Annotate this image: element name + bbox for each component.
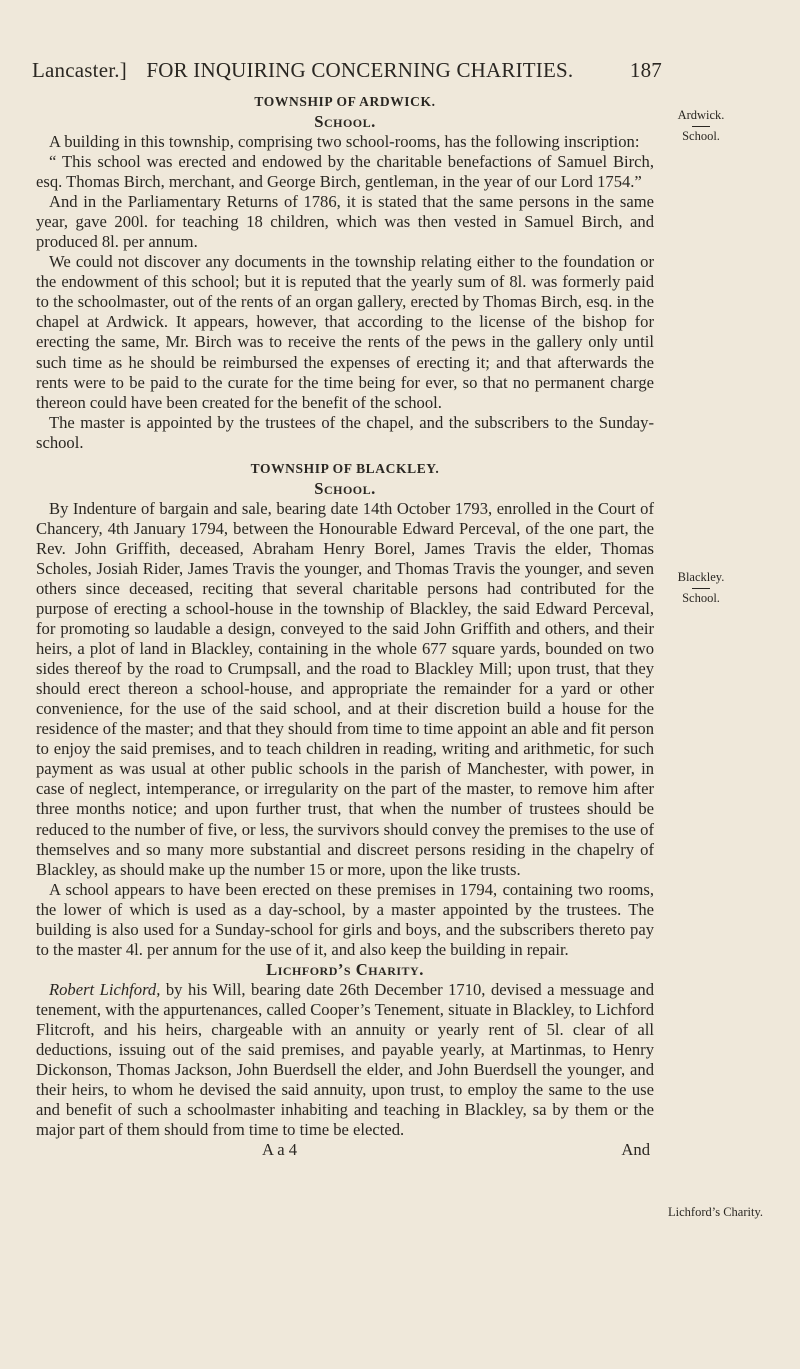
page-number: 187 (629, 58, 662, 82)
running-head-county: Lancaster.] (32, 58, 127, 82)
paragraph: By Indenture of bargain and sale, bearing date 14th October 1793, enrolled in the Court of Chancery, 4th January 1794, between the Honourable Edward Perceval, of the one part, the Rev. John Griffith, deceased, Abraham Henry Borel, James Travis the elder, Thomas Scholes, Josiah Rider, James Travis the younger, and Thomas Travis the younger, and seven others since deceased, reciting that several charitable persons had contributed for the purpose of erecting a school-house in the township of Blackley, the said Edward Perceval, for promoting so laudable a design, conveyed to the said John Griffith and others, and their heirs, a plot of land in Blackley, containing in the whole 677 square yards, bounded on two sides thereof by the road to Crumpsall, and the road to Blackley Mill; upon trust, that they should erect thereon a school-house, and appropriate the remainder for a yard or other convenience, for the use of the said school, and at their discretion build a house for the residence of the master; and that they should from time to time appoint an able and fit person to enjoy the said premises, and to teach children in reading, writing and arithmetic, for such payment as was usual at other public schools in the parish of Manchester, with power, in case of neglect, intemperance, or irregularity on the part of the master, to remove him after three months notice; and upon further trust, that when the number of trustees should be reduced to the number of five, or less, the survivors should convey the premises to the use of themselves and so many more substantial and discreet persons residing in the chapelry of Blackley, as should make up the number 15 or more, upon the like trusts. (36, 498, 654, 879)
running-head-title: FOR INQUIRING CONCERNING CHARITIES. (146, 58, 574, 82)
section-title: TOWNSHIP OF BLACKLEY. (250, 460, 440, 476)
margin-note-topic: Lichford’s Charity. (668, 1205, 764, 1219)
section-title: TOWNSHIP OF ARDWICK. (254, 94, 436, 109)
margin-note-topic: School. (682, 129, 720, 143)
paragraph: The master is appointed by the trustees of the chapel, and the subscribers to the Sunday-school. (36, 412, 654, 452)
paragraph: A building in this township, comprising two school-rooms, has the following inscription: (49, 132, 640, 151)
paragraph: “ This school was erected and endowed by the charitable benefactions of Samuel Birch, esq. Thomas Birch, merchant, and George Birch, gentleman, in the year of our Lord 1754.” (36, 152, 654, 192)
margin-note-ardwick (668, 108, 734, 144)
margin-note-place: Blackley. (677, 570, 725, 584)
paragraph-text: by his Will, bearing date 26th December 1710, devised a messuage and tenement, with the appurtenances, called Cooper’s Tenement, situate in Blackley, to Lichford Flitcroft, and his heirs, chargeable with an annuity or yearly rent of 5l. clear of all deductions, issuing out of the said premises, and payable yearly, at Martinmas, to Henry Dickonson, Thomas Jackson, John Buerdsell the elder, and John Buerdsell the younger, and their heirs, to whom he devised the said annuity, upon trust, to employ the same to the use and benefit of such a schoolmaster inhabiting and teaching in Blackley, sa by them or the major part of them should from time to time be elected. (36, 979, 654, 1140)
testator-name: Robert Lichford, (49, 979, 161, 999)
margin-note-lichford (668, 1205, 800, 1220)
catchword: And (621, 1140, 650, 1160)
section-ardwick (36, 92, 654, 453)
paragraph: A school appears to have been erected on these premises in 1794, containing two rooms, the lower of which is used as a day-school, by a master appointed by the trustees. The building is also used for a Sunday-school for girls and boys, and the subscribers thereto pay to the master 4l. per annum for the use of it, and also keep the building in repair. (36, 879, 654, 959)
paragraph: We could not discover any documents in the township relating either to the foundation or the endowment of this school; but it is reputed that the yearly sum of 8l. was formerly paid to the schoolmaster, out of the rents of an organ gallery, erected by Thomas Birch, esq. in the chapel at Ardwick. It appears, however, that according to the license of the bishop for erecting the same, Mr. Birch was to receive the rents of the pews in the gallery only until such time as he should be reimbursed the expenses of erecting it; and that afterwards the rents were to be paid to the curate for the time being for ever, so that no permanent charge thereon could have been created for the benefit of the school. (36, 252, 654, 412)
margin-note-place: Ardwick. (677, 108, 725, 122)
section-subtitle: Lichford’s Charity. (266, 959, 424, 979)
page-foot (36, 1140, 654, 1160)
margin-note-blackley (668, 570, 734, 606)
margin-note-topic: School. (682, 591, 720, 605)
section-lichford (36, 960, 654, 1140)
text-column (36, 92, 654, 1160)
section-subtitle: School. (314, 478, 376, 498)
paragraph (36, 980, 654, 1140)
margin-rule (692, 588, 710, 589)
running-head (32, 58, 662, 83)
paragraph: And in the Parliamentary Returns of 1786, it is stated that the same persons in the same year, gave 200l. for teaching 18 children, which was then vested in Samuel Birch, and produced 8l. per annum. (36, 192, 654, 252)
margin-rule (692, 126, 710, 127)
section-subtitle: School. (314, 112, 376, 131)
section-blackley (36, 459, 654, 960)
signature-mark: A a 4 (262, 1140, 298, 1160)
